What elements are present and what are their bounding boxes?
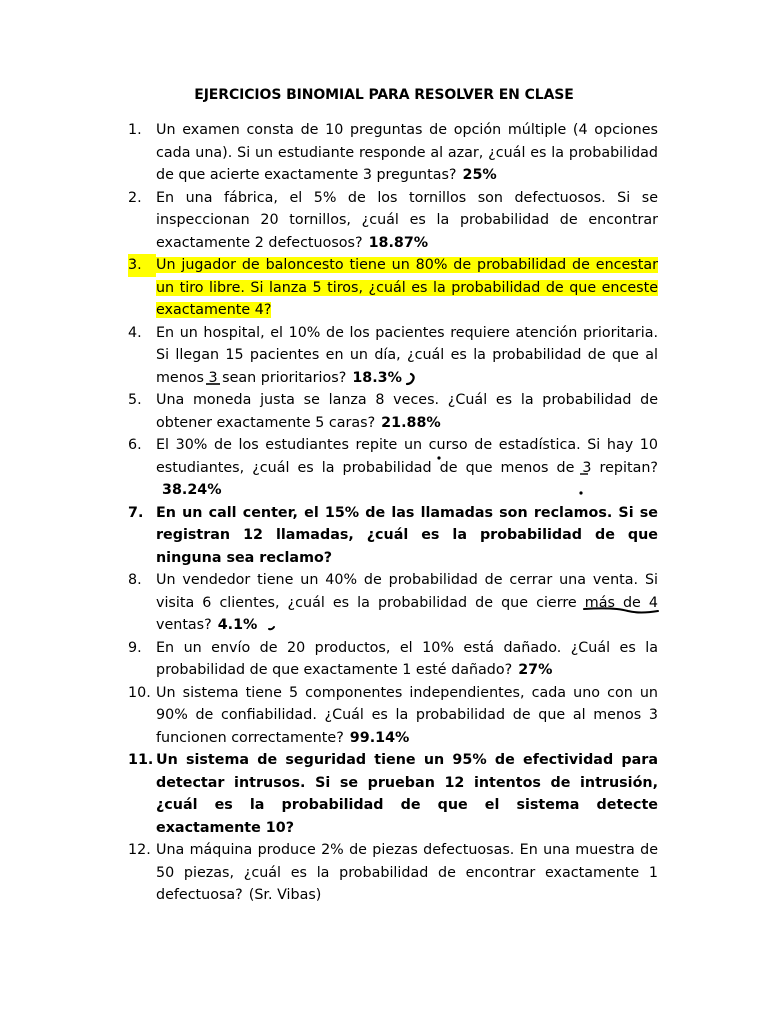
item-number: 5. <box>128 392 142 408</box>
item-number: 7. <box>128 504 144 521</box>
item-answer: 25% <box>462 167 497 183</box>
exercise-item-6 <box>128 434 658 502</box>
exercise-item-9 <box>128 637 658 682</box>
item-text: En un envío de 20 productos, el 10% está dañado. ¿Cuál es la probabilidad de que exactamente 1 esté dañado? <box>156 639 658 678</box>
item-text: Una máquina produce 2% de piezas defectuosas. En una muestra de 50 piezas, ¿cuál es la probabilidad de encontrar exactamente 1 defectuosa? <box>156 842 658 903</box>
item-answer: 38.24% <box>162 482 222 498</box>
item-answer: 4.1% <box>217 617 258 633</box>
exercise-item-8 <box>128 569 658 637</box>
exercise-list <box>128 119 658 907</box>
item-number: 11. <box>128 752 154 768</box>
item-note: (Sr. Vibas) <box>248 887 322 903</box>
item-text: El 30% de los estudiantes repite un curso de estadística. Si hay 10 estudiantes, ¿cuál es la probabilidad de que menos de 3 repitan? <box>156 437 658 476</box>
item-number: 6. <box>128 437 142 453</box>
item-text: Un jugador de baloncesto tiene un 80% de probabilidad de encestar un tiro libre. Si lanza 5 tiros, ¿cuál es la probabilidad de que enceste exactamente 4? <box>156 257 658 318</box>
item-number: 12. <box>128 842 151 858</box>
item-text: Un vendedor tiene un 40% de probabilidad de cerrar una venta. Si visita 6 clientes, ¿cuál es la probabilidad de que cierre más de 4 ventas? <box>156 572 658 633</box>
item-answer: 18.3% <box>352 369 402 386</box>
item-answer: 27% <box>518 662 553 678</box>
item-text: Un sistema de seguridad tiene un 95% de efectividad para detectar intrusos. Si se prueban 12 intentos de intrusión, ¿cuál es la probabilidad de que el sistema detecte exactamente 10? <box>156 752 658 836</box>
item-text: Una moneda justa se lanza 8 veces. ¿Cuál es la probabilidad de obtener exactamente 5 caras? <box>156 392 658 431</box>
item-number: 8. <box>128 572 142 588</box>
item-number: 2. <box>128 189 142 206</box>
exercise-item-11-bold <box>128 749 658 839</box>
item-answer: 99.14% <box>349 729 410 746</box>
item-number: 4. <box>128 324 142 341</box>
item-number: 10. <box>128 684 151 701</box>
item-text: En un call center, el 15% de las llamadas son reclamos. Si se registran 12 llamadas, ¿cuál es la probabilidad de que ninguna sea reclamo? <box>156 504 658 566</box>
exercise-item-3-highlighted <box>128 254 658 322</box>
document-title: EJERCICIOS BINOMIAL PARA RESOLVER EN CLASE <box>194 87 574 103</box>
exercise-item-2 <box>128 187 658 255</box>
item-answer: 18.87% <box>368 234 429 251</box>
exercise-item-12 <box>128 839 658 907</box>
exercise-item-10 <box>128 682 658 750</box>
exercise-item-7-bold <box>128 502 658 570</box>
item-answer: 21.88% <box>381 414 441 431</box>
item-number: 9. <box>128 639 142 656</box>
item-text: Un examen consta de 10 preguntas de opción múltiple (4 opciones cada una). Si un estudiante responde al azar, ¿cuál es la probabilidad de que acierte exactamente 3 preguntas? <box>156 122 658 183</box>
exercise-item-4 <box>128 322 658 390</box>
item-text: En una fábrica, el 5% de los tornillos son defectuosos. Si se inspeccionan 20 tornillos, ¿cuál es la probabilidad de encontrar exactamente 2 defectuosos? <box>156 189 658 251</box>
item-text: Un sistema tiene 5 componentes independientes, cada uno con un 90% de confiabilidad. ¿Cuál es la probabilidad de que al menos 3 funcionen correctamente? <box>156 684 658 746</box>
exercise-item-5 <box>128 389 658 434</box>
item-text: En un hospital, el 10% de los pacientes requiere atención prioritaria. Si llegan 15 pacientes en un día, ¿cuál es la probabilidad de que al menos 3 sean prioritarios? <box>156 324 658 386</box>
item-number: 3. <box>128 254 156 277</box>
exercise-item-1 <box>128 119 658 187</box>
item-number: 1. <box>128 122 142 138</box>
